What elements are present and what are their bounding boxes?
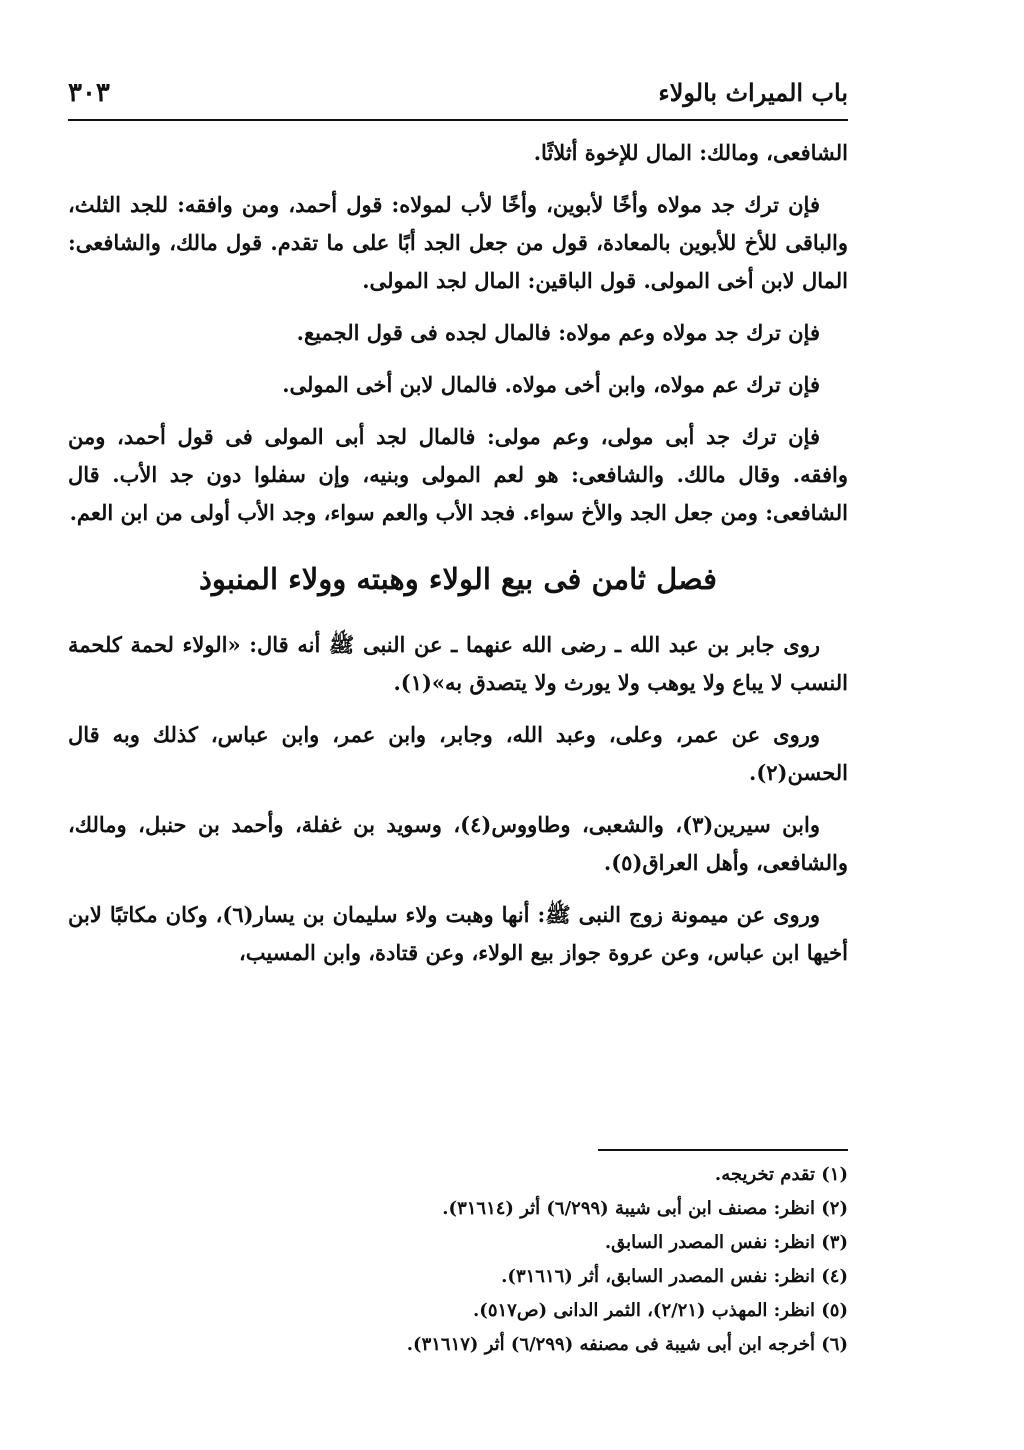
footnote: (٣) انظر: نفس المصدر السابق. [604,1232,848,1253]
footnote: (٦) أخرجه ابن أبى شيبة فى مصنفه (٦/٢٩٩) أثر (٣١٦١٧). [406,1334,848,1355]
footnote: (٥) انظر: المهذب (٢/٢١)، الثمر الدانى (ص٥١٧). [473,1300,848,1321]
paragraph: وروى عن عمر، وعلى، وعبد الله، وجابر، وابن عمر، وابن عباس، كذلك وبه قال الحسن(٢). [68,722,848,785]
section-heading: فصل ثامن فى بيع الولاء وهبته وولاء المنبوذ [198,562,718,596]
chapter-title: باب الميراث بالولاء [658,78,848,107]
footnotes [68,1158,848,1362]
footnote-separator [598,1149,848,1151]
paragraph: الشافعى، ومالك: المال للإخوة أثلاثًا. [533,140,848,165]
paragraph: فإن ترك جد أبى مولى، وعم مولى: فالمال لجد أبى المولى فى قول أحمد، ومن وافقه. وقال مالك. والشافعى: هو لعم المولى وبنيه، وإن سفلوا دون جد الأب. قال الشافعى: ومن جعل الجد والأخ سواء. فجد الأب والعم سواء، وجد الأب أولى من ابن العم. [68,424,848,525]
main-text [68,134,848,986]
paragraph: روى جابر بن عبد الله ـ رضى الله عنهما ـ عن النبى ﷺ أنه قال: «الولاء لحمة كلحمة النسب لا يباع ولا يوهب ولا يورث ولا يتصدق به»(١). [68,632,848,695]
paragraph: فإن ترك جد مولاه وأخًا لأبوين، وأخًا لأب لمولاه: قول أحمد، ومن وافقه: للجد الثلث، والباقى للأخ للأبوين بالمعادة، قول من جعل الجد أبًا على ما تقدم. قول مالك، والشافعى: المال لابن أخى المولى. قول الباقين: المال لجد المولى. [68,192,848,293]
paragraph: وروى عن ميمونة زوج النبى ﷺ: أنها وهبت ولاء سليمان بن يسار(٦)، وكان مكاتبًا لابن أخيها ابن عباس، وعن عروة جواز بيع الولاء، وعن قتادة، وابن المسيب، [68,902,848,965]
paragraph: فإن ترك عم مولاه، وابن أخى مولاه. فالمال لابن أخى المولى. [282,372,820,397]
footnote: (٢) انظر: مصنف ابن أبى شيبة (٦/٢٩٩) أثر (٣١٦١٤). [442,1198,848,1219]
running-header [68,74,848,118]
footnote: (٤) انظر: نفس المصدر السابق، أثر (٣١٦١٦). [501,1266,848,1287]
paragraph: وابن سيرين(٣)، والشعبى، وطاووس(٤)، وسويد بن غفلة، وأحمد بن حنبل، ومالك، والشافعى، وأهل العراق(٥). [68,812,848,875]
header-rule [68,119,848,121]
paragraph: فإن ترك جد مولاه وعم مولاه: فالمال لجده فى قول الجميع. [296,320,820,345]
footnote: (١) تقدم تخريجه. [714,1164,848,1185]
page-number: ٣٠٣ [68,78,110,108]
